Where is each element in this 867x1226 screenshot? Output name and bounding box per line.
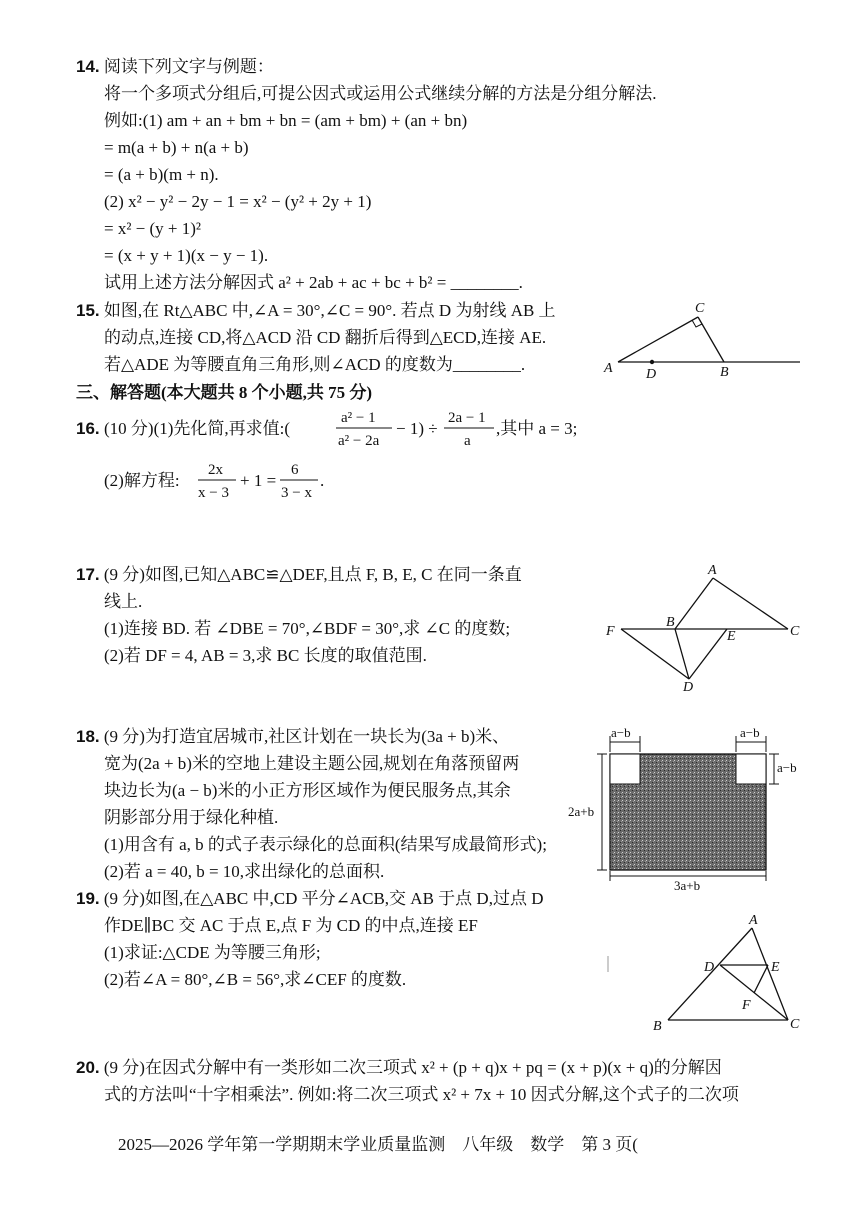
text-line: (2)若 DF = 4, AB = 3,求 BC 长度的取值范围. (104, 646, 427, 665)
fraction-denominator: a (464, 433, 471, 449)
text-line: 试用上述方法分解因式 a² + 2ab + ac + bc + b² = ________. (104, 273, 523, 292)
q15-figure (600, 298, 805, 380)
text-line: (1)连接 BD. 若 ∠DBE = 70°,∠BDF = 30°,求 ∠C 的度数; (104, 619, 511, 638)
text-line: (9 分)为打造宜居城市,社区计划在一块长为(3a + b)米、 (103, 727, 510, 746)
text-line: 线上. (104, 592, 143, 611)
q16-line1 (76, 404, 636, 454)
text-segment: + 1 = (240, 471, 277, 490)
vertex-label-a: A (749, 913, 758, 928)
text-segment: . (320, 471, 325, 490)
vertex-label-a: A (604, 361, 613, 376)
question-number: 16. (76, 419, 100, 438)
q18-figure (566, 724, 806, 894)
vertex-label-b: B (653, 1019, 662, 1034)
text-line: (2)若 a = 40, b = 10,求出绿化的总面积. (104, 862, 385, 881)
fraction-denominator: x − 3 (198, 485, 229, 501)
text-segment: ,其中 a = 3; (496, 419, 578, 438)
text-line: 的动点,连接 CD,将△ACD 沿 CD 翻折后得到△ECD,连接 AE. (104, 328, 547, 347)
text-line: 作DE∥BC 交 AC 于点 E,点 F 为 CD 的中点,连接 EF (104, 916, 478, 935)
text-segment: − 1) ÷ (396, 419, 438, 438)
vertex-label-b: B (666, 615, 675, 630)
dimension-label: a−b (740, 725, 760, 740)
dimension-label: 2a+b (568, 804, 595, 819)
q16-line2 (104, 456, 424, 506)
text-line: (9 分)如图,在△ABC 中,CD 平分∠ACB,交 AB 于点 D,过点 D (103, 889, 544, 908)
text-line: 将一个多项式分组后,可提公因式或运用公式继续分解的方法是分组分解法. (104, 84, 657, 103)
section-heading: 三、解答题(本大题共 8 个小题,共 75 分) (76, 383, 373, 402)
vertex-label-f: F (606, 624, 615, 639)
text-line: (2) x² − y² − 2y − 1 = x² − (y² + 2y + 1) (104, 192, 372, 211)
dimension-label: a−b (777, 760, 797, 775)
text-line: 如图,在 Rt△ABC 中,∠A = 30°,∠C = 90°. 若点 D 为射线 AB 上 (103, 301, 556, 320)
question-number: 20. (76, 1058, 100, 1077)
text-line: (9 分)在因式分解中有一类形如二次三项式 x² + (p + q)x + pq = (x + p)(x + q)的分解因 (103, 1058, 722, 1077)
text-line: = (x + y + 1)(x − y − 1). (104, 246, 269, 265)
question-number: 19. (76, 889, 100, 908)
text-segment: (2)解方程: (104, 471, 180, 490)
q19-figure (600, 914, 805, 1034)
question-number: 15. (76, 301, 100, 320)
question-number: 17. (76, 565, 100, 584)
vertex-label-e: E (727, 629, 736, 644)
text-segment: (10 分)(1)先化简,再求值:( (104, 419, 291, 438)
fraction-denominator: 3 − x (281, 485, 312, 501)
text-line: 阴影部分用于绿化种植. (104, 808, 279, 827)
vertex-label-d: D (704, 960, 715, 975)
vertex-label-a: A (708, 563, 717, 578)
fraction-numerator: 2a − 1 (448, 410, 486, 426)
text-line: 例如:(1) am + an + bm + bn = (am + bm) + (an + bn) (104, 111, 468, 130)
vertex-label-c: C (695, 301, 705, 316)
text-line: = m(a + b) + n(a + b) (104, 138, 249, 157)
vertex-label-c: C (790, 1017, 800, 1032)
text-line: 宽为(2a + b)米的空地上建设主题公园,规划在角落预留两 (104, 754, 520, 773)
text-line: (9 分)如图,已知△ABC≌△DEF,且点 F, B, E, C 在同一条直 (103, 565, 522, 584)
vertex-label-e: E (771, 960, 780, 975)
text-line: (1)求证:△CDE 为等腰三角形; (104, 943, 321, 962)
text-line: (1)用含有 a, b 的式子表示绿化的总面积(结果写成最简形式); (104, 835, 547, 854)
fraction-numerator: 2x (208, 462, 223, 478)
vertex-label-b: B (720, 365, 729, 380)
dimension-label: a−b (611, 725, 631, 740)
question-number: 18. (76, 727, 100, 746)
dimension-label: 3a+b (674, 878, 701, 893)
question-title: 阅读下列文字与例题： (103, 57, 274, 76)
page-footer: 2025—2026 学年第一学期期末学业质量监测 八年级 数学 第 3 页( (118, 1135, 638, 1154)
vertex-label-d: D (646, 367, 657, 382)
vertex-label-d: D (683, 680, 694, 695)
text-line: 式的方法叫“十字相乘法”. 例如:将二次三项式 x² + 7x + 10 因式分解,这个式子的二次项 (104, 1085, 739, 1104)
text-line: = (a + b)(m + n). (104, 165, 219, 184)
fraction-numerator: 6 (291, 462, 299, 478)
text-line: = x² − (y + 1)² (104, 219, 202, 238)
vertex-label-f: F (742, 998, 751, 1013)
fraction-denominator: a² − 2a (338, 433, 380, 449)
text-line: 若△ADE 为等腰直角三角形,则∠ACD 的度数为________. (104, 355, 526, 374)
q17-figure (603, 562, 803, 694)
text-line: 块边长为(a − b)米的小正方形区域作为便民服务点,其余 (104, 781, 511, 800)
vertex-label-c: C (790, 624, 800, 639)
text-line: (2)若∠A = 80°,∠B = 56°,求∠CEF 的度数. (104, 970, 407, 989)
question-number: 14. (76, 57, 100, 76)
fraction-numerator: a² − 1 (341, 410, 376, 426)
